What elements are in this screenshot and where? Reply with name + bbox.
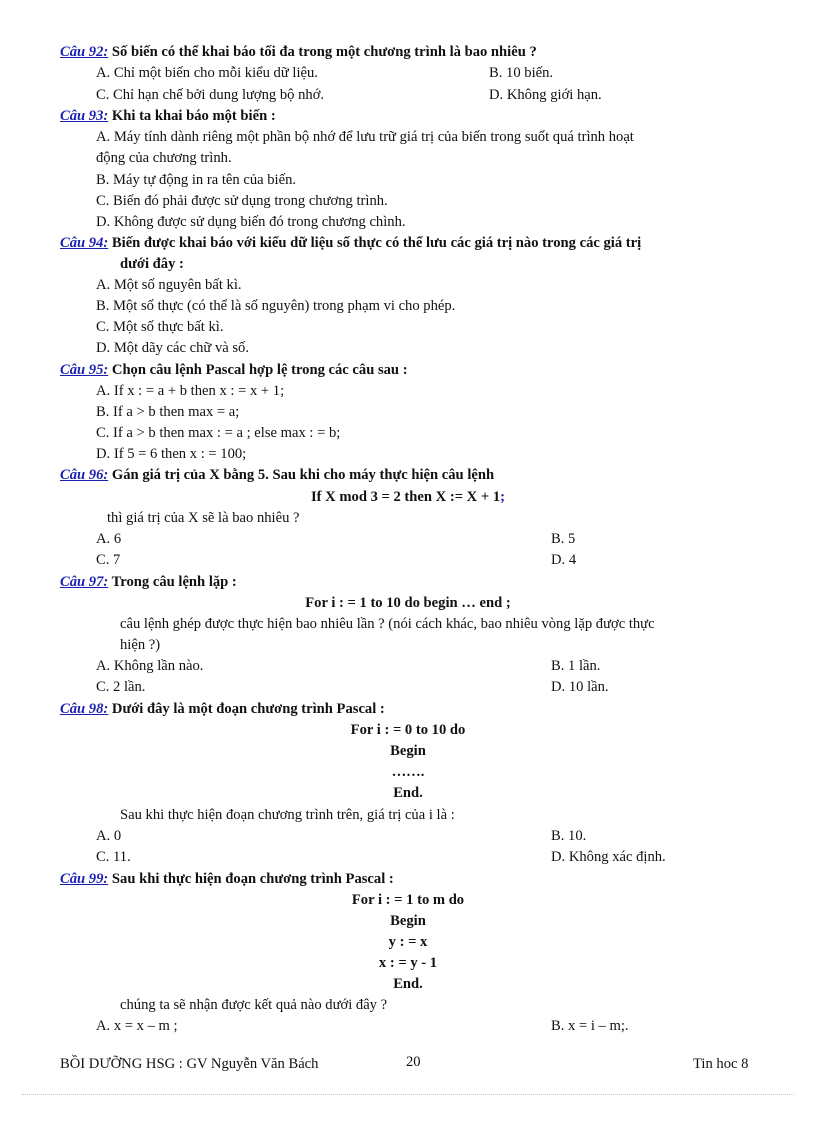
question-number: Câu 95: xyxy=(60,362,109,378)
code-line: y : = x xyxy=(388,934,428,950)
option-a: A. x = x – m ; xyxy=(96,1018,178,1034)
option-d: D. Không được sử dụng biến đó trong chương chình. xyxy=(96,214,406,230)
option-a: A. 0 xyxy=(96,828,122,844)
question-text-continued: câu lệnh ghép được thực hiện bao nhiêu lần ? (nói cách khác, bao nhiêu vòng lặp được thực xyxy=(120,616,655,632)
code-statement xyxy=(0,487,816,508)
code-line: x : = y - 1 xyxy=(378,955,438,971)
question-95 xyxy=(60,360,408,381)
option-d: D. Không xác định. xyxy=(551,849,666,865)
question-number: Câu 92: xyxy=(60,44,109,60)
option-a: A. Máy tính dành riêng một phần bộ nhớ để lưu trữ giá trị của biến trong suốt quá trình hoạt xyxy=(96,129,634,145)
code-line: For i : = 1 to m do xyxy=(351,892,465,908)
question-number: Câu 94: xyxy=(60,235,109,251)
option-b: B. 1 lần. xyxy=(551,658,601,674)
question-96 xyxy=(60,465,494,486)
question-98 xyxy=(60,699,385,720)
question-number: Câu 96: xyxy=(60,467,109,483)
question-text-continued: thì giá trị của X sẽ là bao nhiêu ? xyxy=(107,510,300,526)
option-b: B. If a > b then max = a; xyxy=(96,404,240,420)
page-number: 20 xyxy=(406,1054,421,1070)
option-a: A. Chỉ một biến cho mỗi kiểu dữ liệu. xyxy=(96,65,318,81)
code-line: Begin xyxy=(390,743,426,759)
option-a: A. If x : = a + b then x : = x + 1; xyxy=(96,383,285,399)
question-93 xyxy=(60,106,276,127)
option-b: B. 10. xyxy=(551,828,587,844)
question-94 xyxy=(60,233,641,254)
question-number: Câu 98: xyxy=(60,701,109,717)
option-c: C. 2 lần. xyxy=(96,679,146,695)
code-line: Begin xyxy=(390,913,426,929)
option-c: C. 7 xyxy=(96,552,121,568)
option-a: A. 6 xyxy=(96,531,122,547)
question-text-continued: Sau khi thực hiện đoạn chương trình trên, giá trị của i là : xyxy=(120,807,455,823)
option-d: D. Không giới hạn. xyxy=(489,87,602,103)
code-text: If X mod 3 = 2 then X := X + 1 xyxy=(310,489,501,505)
option-b: B. 10 biến. xyxy=(489,65,554,81)
code-semicolon: ; xyxy=(500,489,505,505)
option-b: B. x = i – m;. xyxy=(551,1018,629,1034)
code-line: End. xyxy=(393,976,423,992)
option-b: B. 5 xyxy=(551,531,576,547)
option-b: B. Máy tự động in ra tên của biến. xyxy=(96,172,297,188)
question-number: Câu 97: xyxy=(60,574,109,590)
question-text: Trong câu lệnh lặp : xyxy=(111,574,237,590)
option-c: C. Biến đó phải được sử dụng trong chương trình. xyxy=(96,193,388,209)
question-text: Khi ta khai báo một biến : xyxy=(111,108,276,124)
option-b: B. Một số thực (có thể là số nguyên) trong phạm vi cho phép. xyxy=(96,298,456,314)
question-text: Chọn câu lệnh Pascal hợp lệ trong các câu sau : xyxy=(111,362,408,378)
code-line: ……. xyxy=(391,764,425,780)
question-text-continued: chúng ta sẽ nhận được kết quả nào dưới đây ? xyxy=(120,997,388,1013)
question-text: Biến được khai báo với kiểu dữ liệu số thực có thể lưu các giá trị nào trong các giá trị xyxy=(111,235,642,251)
question-text: Sau khi thực hiện đoạn chương trình Pascal : xyxy=(111,871,394,887)
code-line: For i : = 0 to 10 do xyxy=(350,722,466,738)
question-text: Số biến có thể khai báo tối đa trong một chương trình là bao nhiêu ? xyxy=(111,44,537,60)
option-d: D. 10 lần. xyxy=(551,679,609,695)
option-c: C. Chỉ hạn chế bởi dung lượng bộ nhớ. xyxy=(96,87,325,103)
question-99 xyxy=(60,869,394,890)
option-c: C. If a > b then max : = a ; else max : = b; xyxy=(96,425,341,441)
code-line: End. xyxy=(393,785,423,801)
option-d: D. Một dãy các chữ và số. xyxy=(96,340,249,356)
footer-author: BỒI DƯỠNG HSG : GV Nguyễn Văn Bách xyxy=(60,1056,319,1072)
option-a: A. Một số nguyên bất kì. xyxy=(96,277,242,293)
question-number: Câu 93: xyxy=(60,108,109,124)
option-d: D. 4 xyxy=(551,552,577,568)
option-c: C. 11. xyxy=(96,849,131,865)
page-bottom-divider xyxy=(22,1094,794,1095)
question-text-continued: dưới đây : xyxy=(120,256,184,272)
footer-subject: Tin hoc 8 xyxy=(693,1056,749,1072)
option-a: A. Không lần nào. xyxy=(96,658,204,674)
question-97 xyxy=(60,572,237,593)
code-statement: For i : = 1 to 10 do begin … end ; xyxy=(305,595,511,611)
question-number: Câu 99: xyxy=(60,871,109,887)
question-text: Dưới đây là một đoạn chương trình Pascal : xyxy=(111,701,385,717)
option-c: C. Một số thực bất kì. xyxy=(96,319,224,335)
option-a-continued: động của chương trình. xyxy=(96,150,232,166)
question-text: Gán giá trị của X bằng 5. Sau khi cho máy thực hiện câu lệnh xyxy=(111,467,495,483)
option-d: D. If 5 = 6 then x : = 100; xyxy=(96,446,247,462)
question-92 xyxy=(60,42,537,63)
question-text-continued: hiện ?) xyxy=(120,637,161,653)
